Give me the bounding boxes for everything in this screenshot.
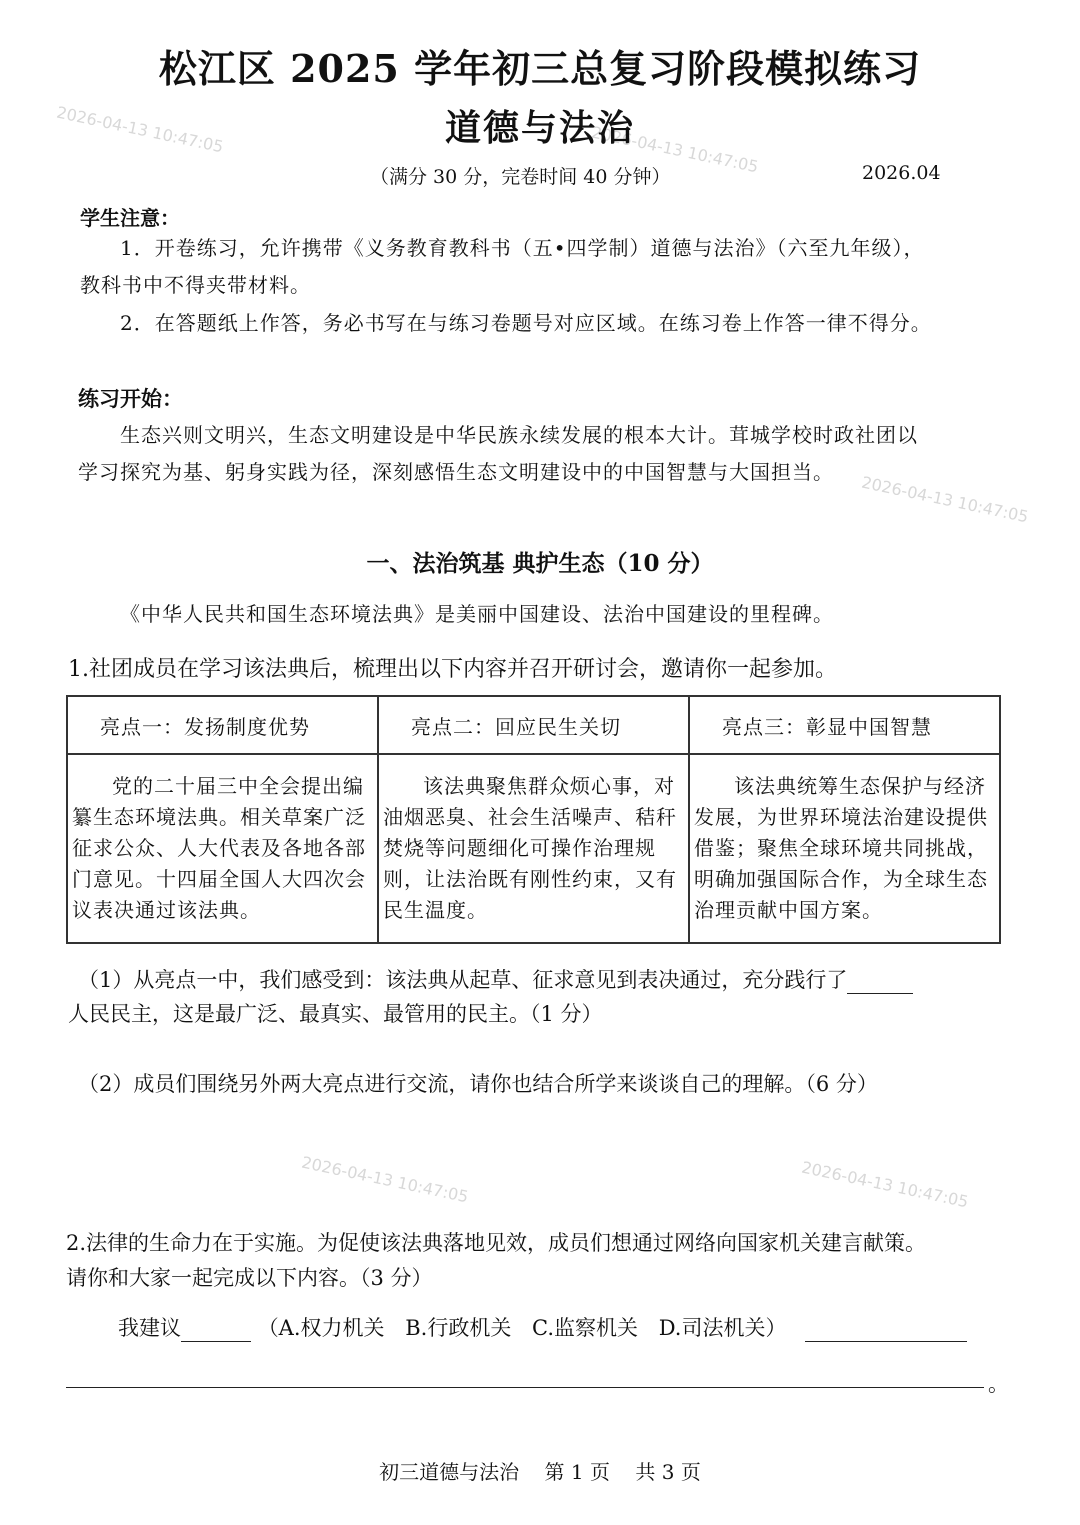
- answer-blank[interactable]: [805, 1319, 967, 1342]
- option-a: （A.权力机关: [257, 1316, 385, 1340]
- table-cell: [689, 754, 1000, 943]
- question-1-1-text: （1）从亮点一中，我们感受到：该法典从起草、征求意见到表决通过，充分践行了: [78, 968, 848, 992]
- intro-line-2: 学习探究为基、躬身实践为径，深刻感悟生态文明建设中的中国智慧与大国担当。: [78, 460, 834, 484]
- question-2-stem-cont: 请你和大家一起完成以下内容。（3 分）: [66, 1266, 433, 1290]
- answer-line[interactable]: [66, 1387, 984, 1388]
- exam-date: 2026.04: [862, 162, 941, 184]
- end-mark: 。: [988, 1372, 1009, 1396]
- question-1-1-cont: 人民民主，这是最广泛、最真实、最管用的民主。（1 分）: [68, 1002, 603, 1026]
- suggestion-prefix: 我建议: [118, 1316, 181, 1340]
- intro-line-1: 生态兴则文明兴，生态文明建设是中华民族永续发展的根本大计。茸城学校时政社团以: [120, 423, 918, 447]
- question-1-stem: 1.社团成员在学习该法典后，梳理出以下内容并召开研讨会，邀请你一起参加。: [68, 657, 837, 682]
- table-header: 亮点二：回应民生关切: [378, 696, 689, 754]
- watermark: 2026-04-13 10:47:05: [799, 1157, 971, 1212]
- notice-item-2: 2．在答题纸上作答，务必书写在与练习卷题号对应区域。在练习卷上作答一律不得分。: [120, 311, 932, 335]
- option-d: D.司法机关）: [658, 1316, 787, 1340]
- cell-text: 该法典统筹生态保护与经济发展，为世界环境法治建设提供借鉴；聚焦全球环境共同挑战，明确加强国际合作，为全球生态治理贡献中国方案。: [694, 774, 988, 922]
- subject-title: 道德与法治: [444, 107, 635, 149]
- exam-title: 松江区 2025 学年初三总复习阶段模拟练习: [158, 46, 922, 91]
- watermark: 2026-04-13 10:47:05: [54, 102, 226, 157]
- question-2-stem: 2.法律的生命力在于实施。为促使该法典落地见效，成员们想通过网络向国家机关建言献策。: [66, 1231, 927, 1255]
- section-title: 一、法治筑基 典护生态（10 分）: [366, 550, 714, 577]
- answer-blank[interactable]: [181, 1319, 251, 1342]
- table-header: 亮点三：彰显中国智慧: [689, 696, 1000, 754]
- option-b: B.行政机关: [405, 1316, 512, 1340]
- watermark: 2026-04-13 10:47:05: [859, 472, 1031, 527]
- table-header: 亮点一：发扬制度优势: [67, 696, 378, 754]
- suggestion-row: [118, 1312, 967, 1342]
- notice-heading: 学生注意：: [80, 206, 180, 230]
- score-time-info: （满分 30 分，完卷时间 40 分钟）: [370, 166, 671, 188]
- question-1-2: （2）成员们围绕另外两大亮点进行交流，请你也结合所学来谈谈自己的理解。（6 分）: [78, 1072, 878, 1096]
- intro-heading: 练习开始：: [78, 386, 183, 411]
- watermark: 2026-04-13 10:47:05: [299, 1152, 471, 1207]
- cell-text: 党的二十届三中全会提出编纂生态环境法典。相关草案广泛征求公众、人大代表及各地各部门意见。十四届全国人大四次会议表决通过该法典。: [72, 774, 366, 922]
- page-footer: 初三道德与法治 第 1 页 共 3 页: [379, 1460, 701, 1484]
- answer-blank[interactable]: [847, 971, 913, 994]
- highlights-table: [66, 695, 1001, 944]
- watermark: 2026-04-13 10:47:05: [589, 122, 761, 177]
- table-cell: [378, 754, 689, 943]
- notice-item-1: 1．开卷练习，允许携带《义务教育教科书（五•四学制）道德与法治》（六至九年级），: [120, 236, 925, 260]
- section-lead: 《中华人民共和国生态环境法典》是美丽中国建设、法治中国建设的里程碑。: [120, 602, 834, 626]
- cell-text: 该法典聚焦群众烦心事，对油烟恶臭、社会生活噪声、秸秆焚烧等问题细化可操作治理规则，让法治既有刚性约束，又有民生温度。: [383, 774, 677, 922]
- question-1-1: [78, 964, 913, 994]
- table-cell: [67, 754, 378, 943]
- notice-item-1-cont: 教科书中不得夹带材料。: [80, 273, 311, 297]
- option-c: C.监察机关: [532, 1316, 639, 1340]
